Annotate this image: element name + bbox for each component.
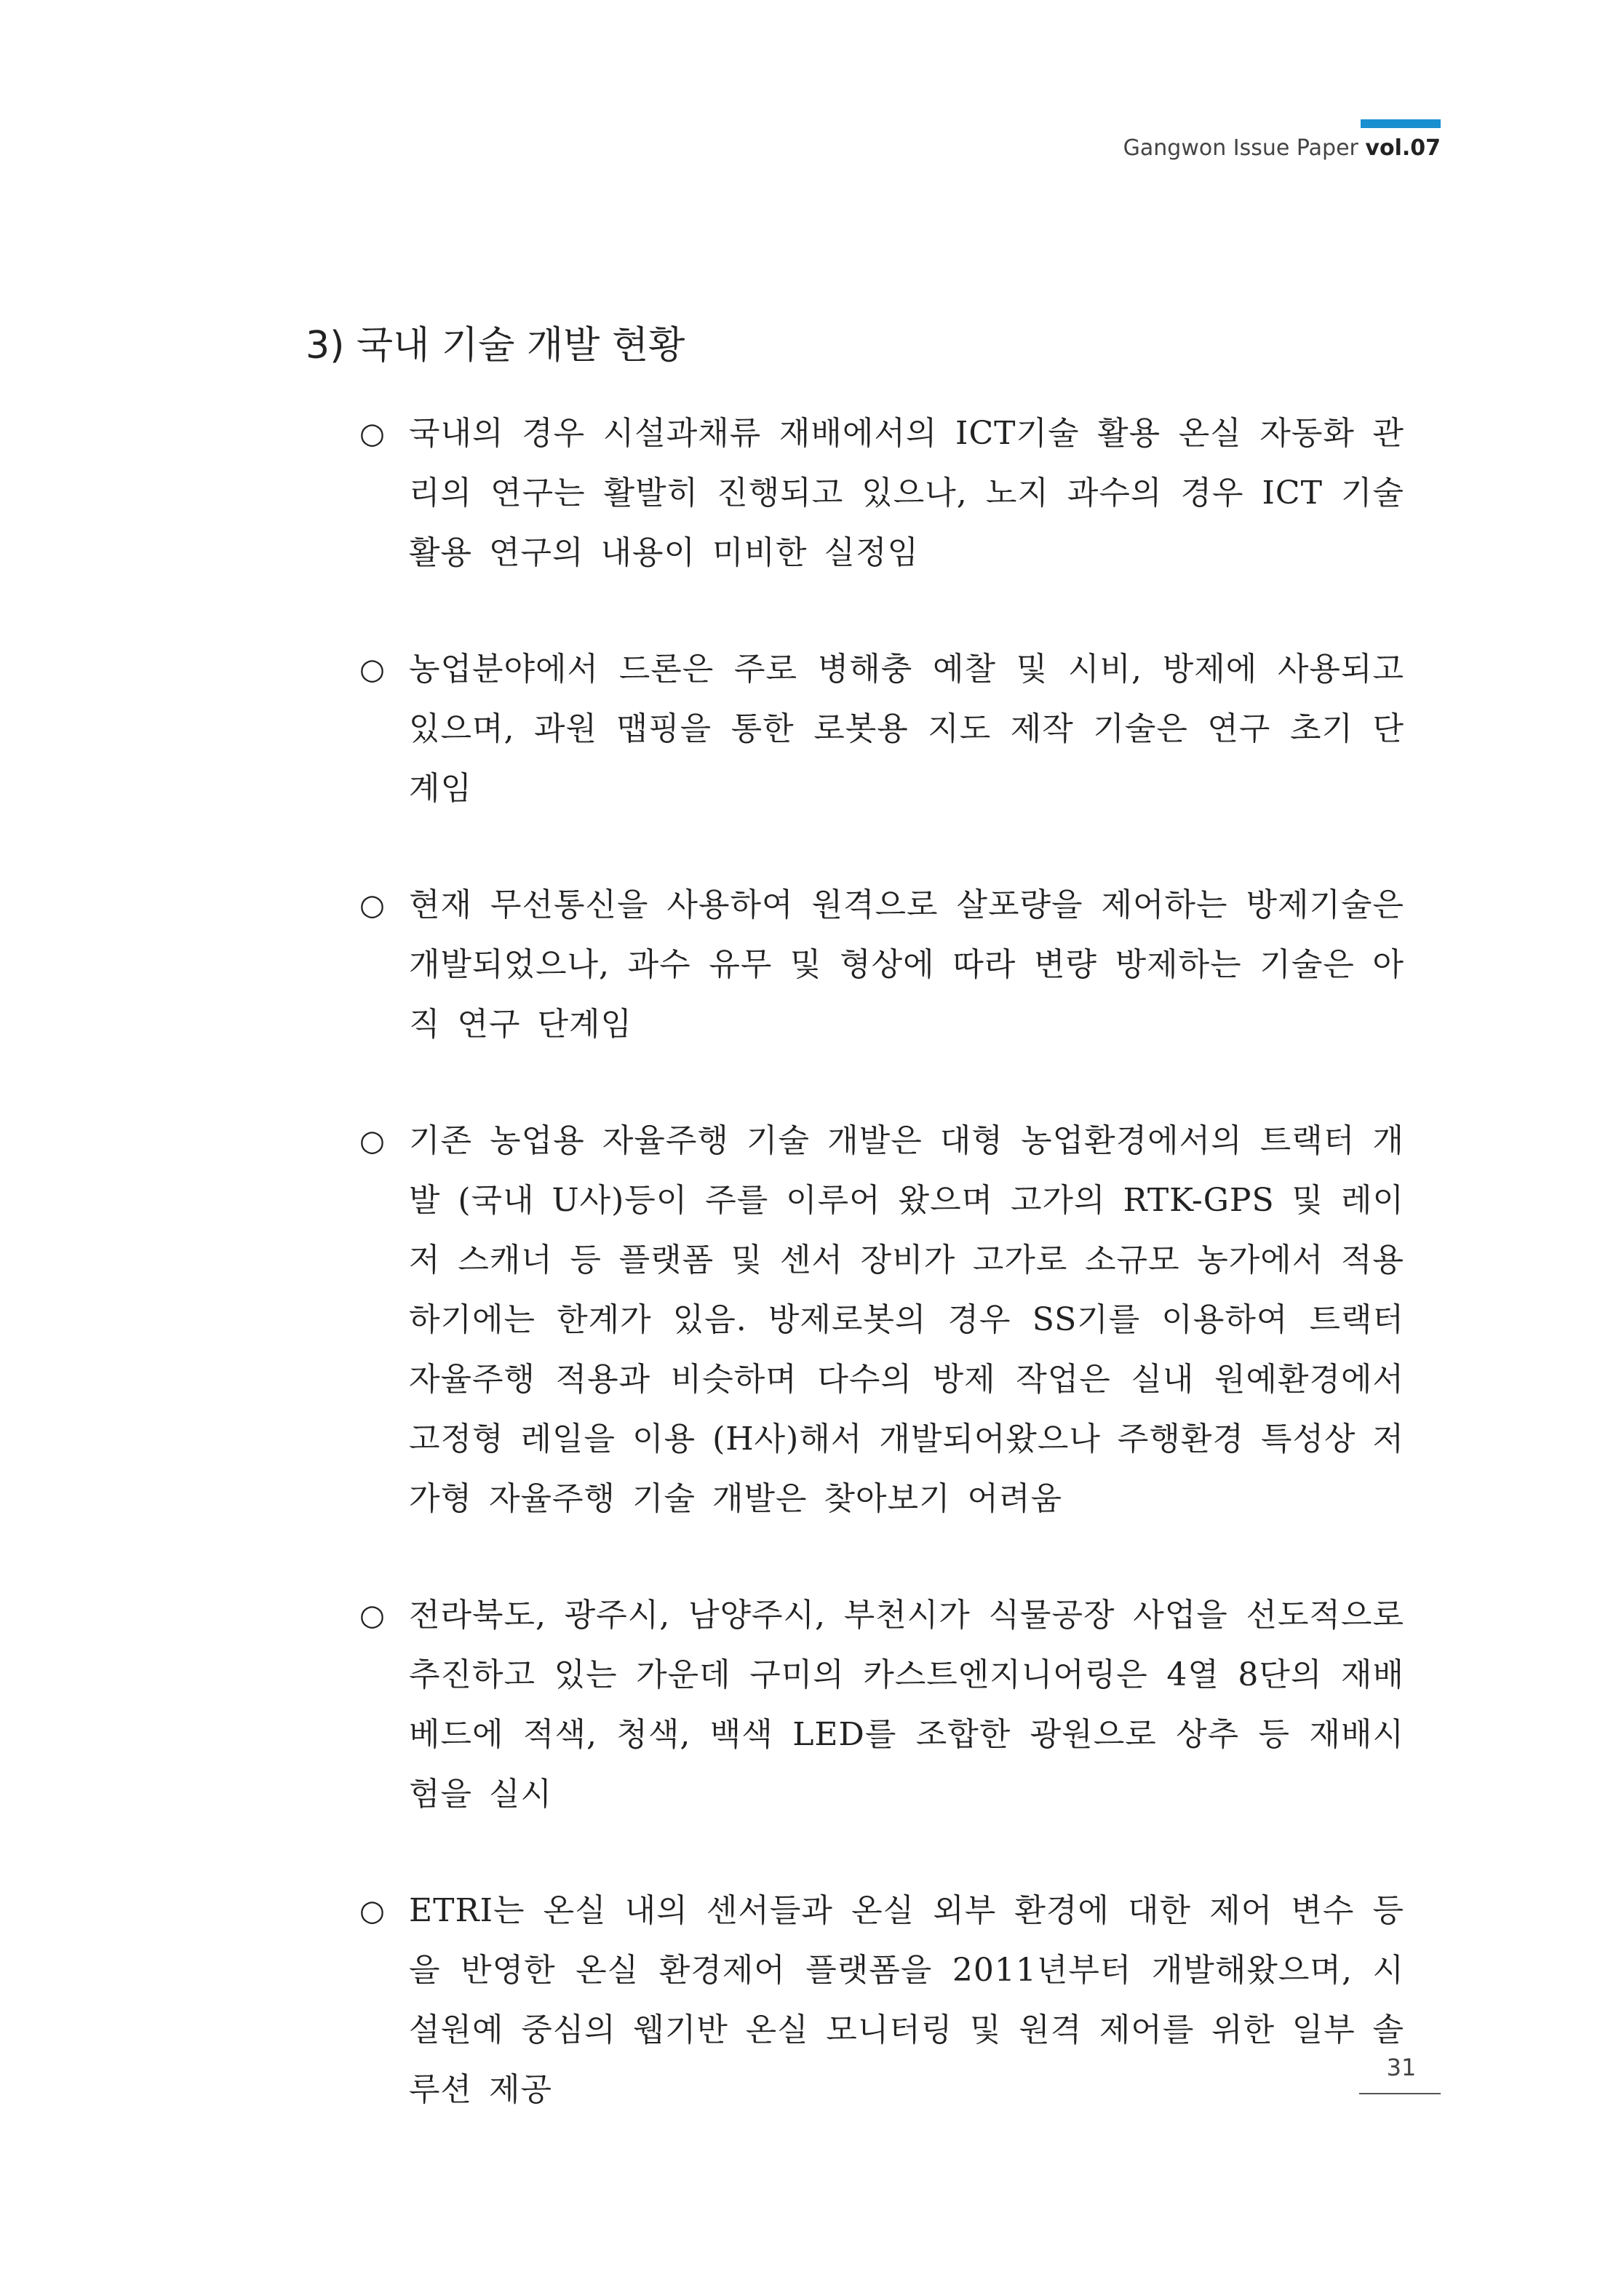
bullet-item [357, 640, 1404, 819]
publication-name: Gangwon Issue Paper [1123, 135, 1366, 161]
bullet-list [357, 404, 1404, 2120]
bullet-text: ETRI는 온실 내의 센서들과 온실 외부 환경에 대한 제어 변수 등을 반영한 온실 환경제어 플랫폼을 2011년부터 개발해왔으며, 시설원예 중심의 웹기반 온실 모니터링 및 원격 제어를 위한 일부 솔루션 제공 [409, 1892, 1404, 2108]
bullet-item [357, 1586, 1404, 1824]
circle-bullet-icon: ○ [359, 889, 386, 922]
circle-bullet-icon: ○ [359, 1124, 386, 1158]
section-title: 3) 국내 기술 개발 현황 [306, 324, 685, 367]
bullet-text: 국내의 경우 시설과채류 재배에서의 ICT기술 활용 온실 자동화 관리의 연구는 활발히 진행되고 있으나, 노지 과수의 경우 ICT 기술 활용 연구의 내용이 미비한 실정임 [409, 415, 1404, 571]
bullet-item [357, 1111, 1404, 1529]
circle-bullet-icon: ○ [359, 417, 386, 450]
circle-bullet-icon: ○ [359, 653, 386, 686]
circle-bullet-icon: ○ [359, 1599, 386, 1632]
bullet-text: 현재 무선통신을 사용하여 원격으로 살포량을 제어하는 방제기술은 개발되었으나, 과수 유무 및 형상에 따라 변량 방제하는 기술은 아직 연구 단계임 [409, 886, 1404, 1043]
volume-label: vol.07 [1365, 135, 1441, 161]
footer-divider [1359, 2093, 1441, 2094]
bullet-item [357, 1881, 1404, 2120]
bullet-text: 전라북도, 광주시, 남양주시, 부천시가 식물공장 사업을 선도적으로 추진하고 있는 가운데 구미의 카스트엔지니어링은 4열 8단의 재배베드에 적색, 청색, 백색 LED를 조합한 광원으로 상추 등 재배시험을 실시 [409, 1597, 1404, 1813]
bullet-item [357, 875, 1404, 1054]
circle-bullet-icon: ○ [359, 1894, 386, 1928]
running-header [1123, 135, 1441, 161]
bullet-text: 농업분야에서 드론은 주로 병해충 예찰 및 시비, 방제에 사용되고 있으며, 과원 맵핑을 통한 로봇용 지도 제작 기술은 연구 초기 단계임 [409, 651, 1404, 807]
page-number: 31 [1386, 2054, 1417, 2081]
header-accent-bar [1361, 119, 1441, 128]
bullet-text: 기존 농업용 자율주행 기술 개발은 대형 농업환경에서의 트랙터 개발 (국내 U사)등이 주를 이루어 왔으며 고가의 RTK-GPS 및 레이저 스캐너 등 플랫폼 및 센서 장비가 고가로 소규모 농가에서 적용하기에는 한계가 있음. 방제로봇의 경우 SS기를 이용하여 트랙터 자율주행 적용과 비슷하며 다수의 방제 작업은 실내 원예환경에서 고정형 레일을 이용 (H사)해서 개발되어왔으나 주행환경 특성상 저가형 자율주행 기술 개발은 찾아보기 어려움 [409, 1122, 1404, 1517]
bullet-item [357, 404, 1404, 583]
